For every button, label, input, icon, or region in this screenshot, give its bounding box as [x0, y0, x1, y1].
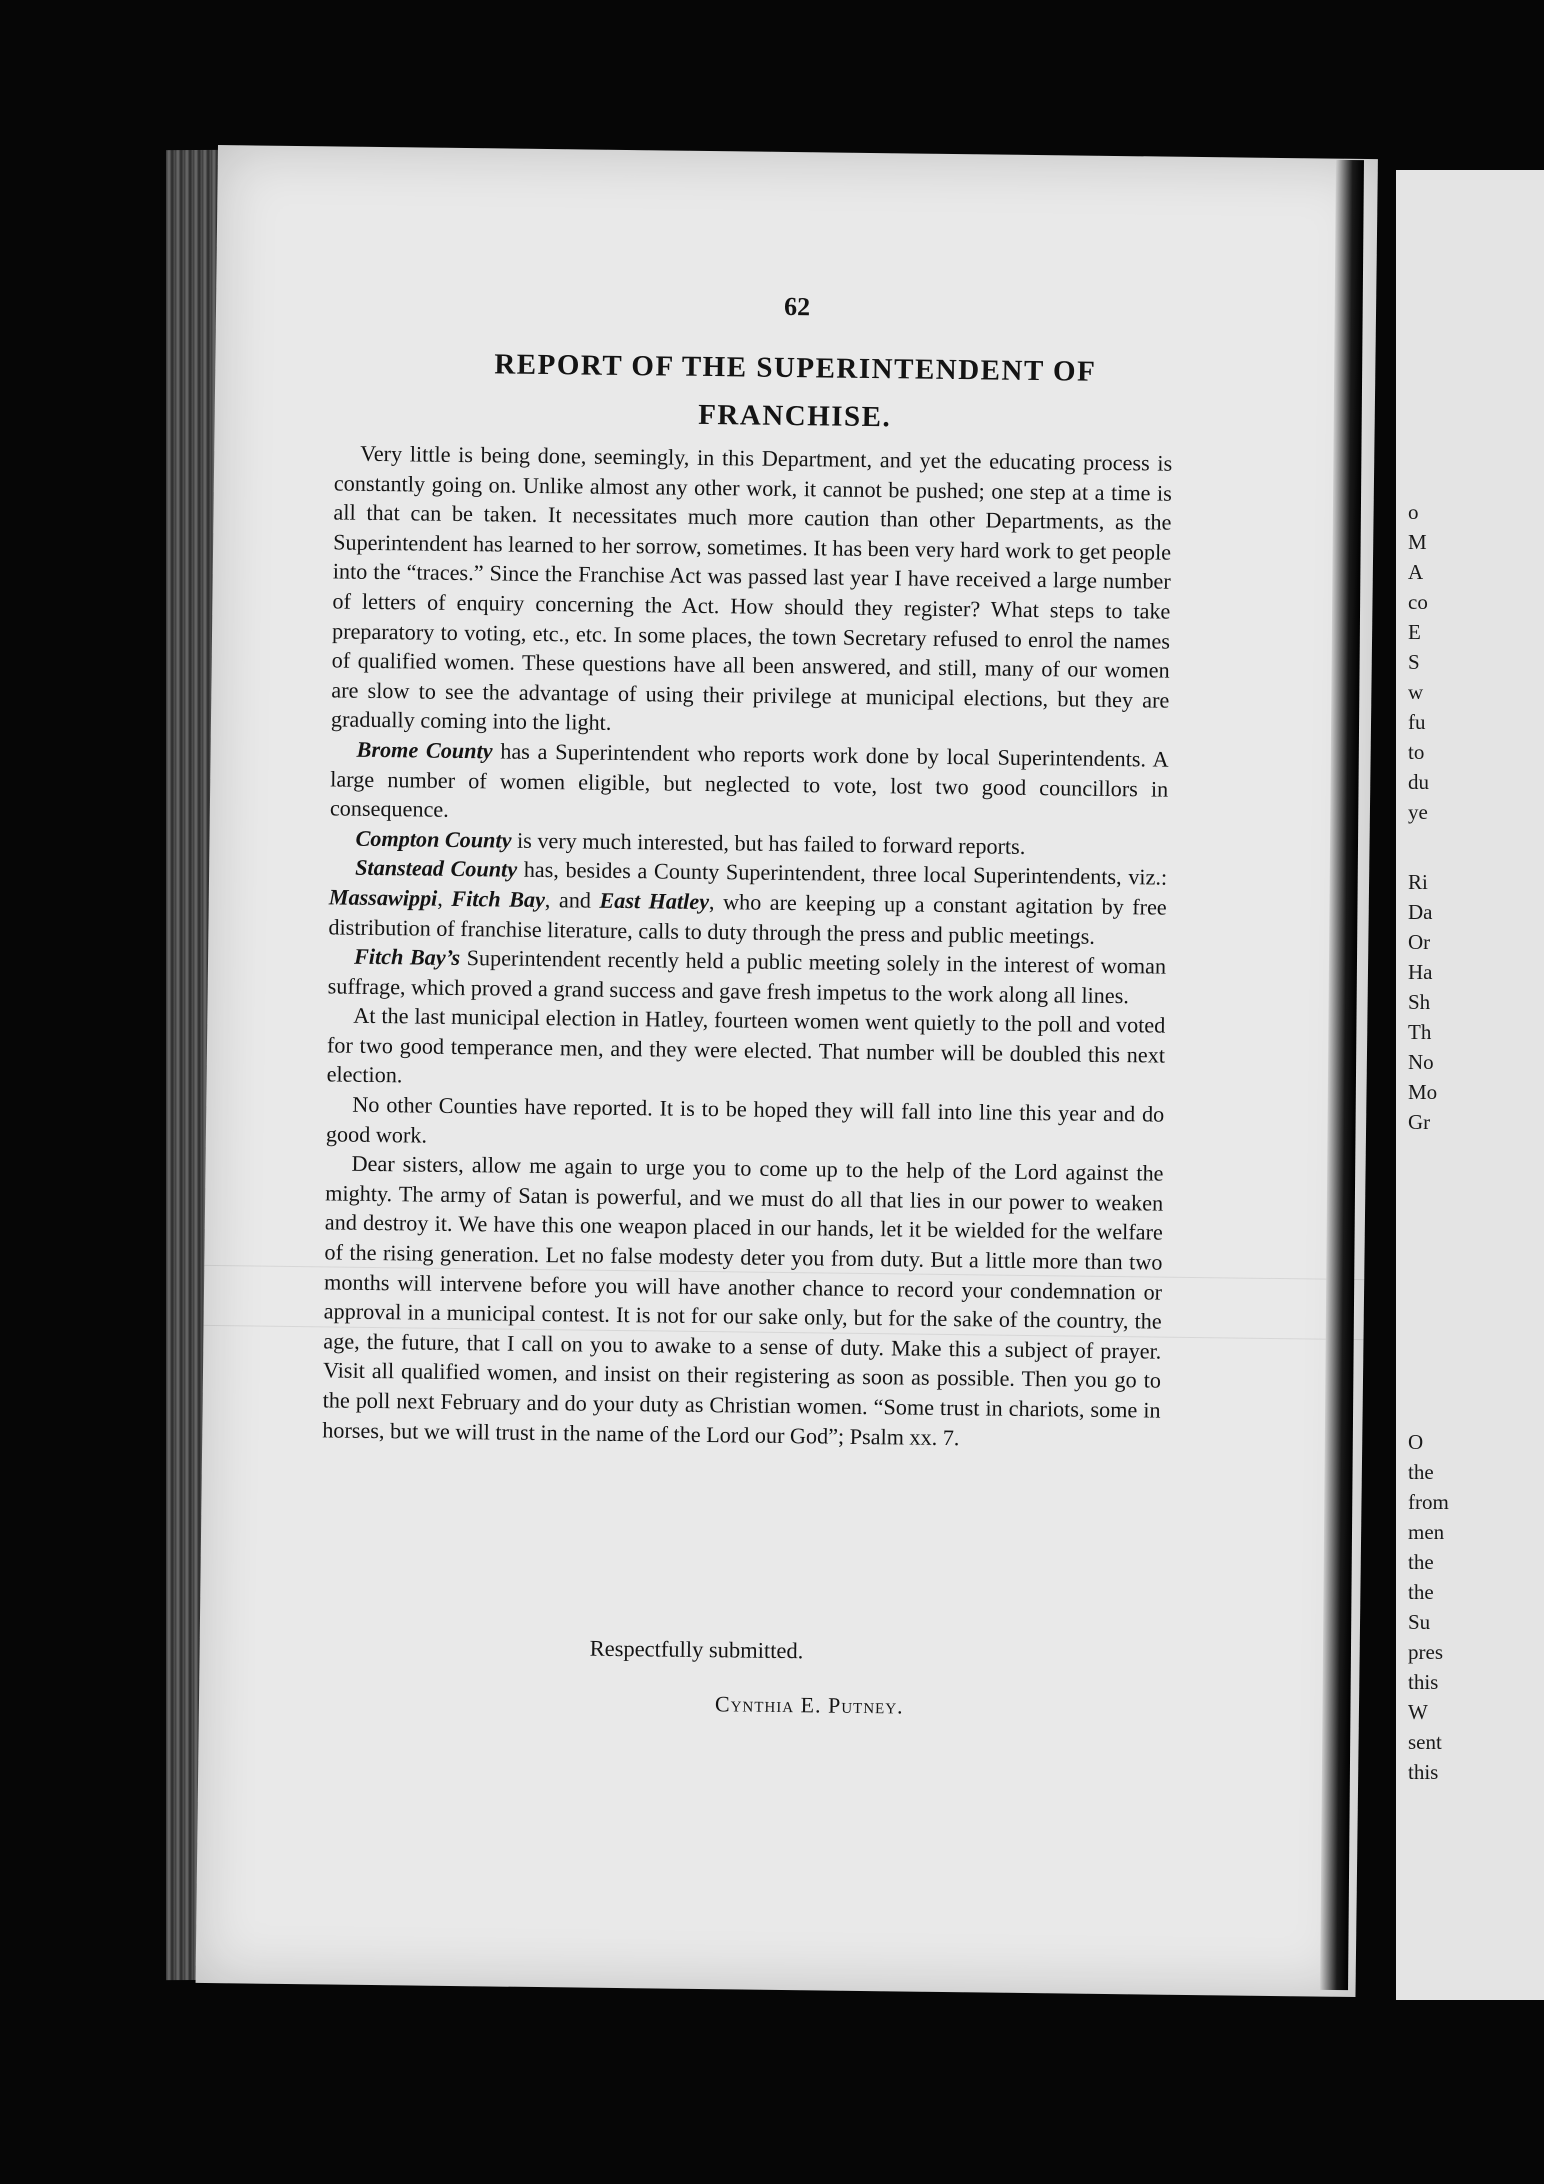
- paragraph-intro: [331, 438, 1173, 744]
- right-page-text-fragment: Or: [1408, 930, 1431, 954]
- place-name: Fitch Bay: [451, 885, 546, 912]
- right-page-text-fragment: W: [1408, 1700, 1428, 1724]
- paragraph-text: No other Counties have reported. It is to be hoped they will fall into line this year and do good work.: [325, 1091, 1165, 1148]
- paragraph-fitch-bay: [328, 942, 1167, 1011]
- paragraph-text: has a Superintendent who reports work done by local Superintendents. A large number of women eligible, but neglected to vote, lost two good councillors in consequence.: [329, 738, 1169, 822]
- report-title-line-2: FRANCHISE.: [698, 398, 892, 434]
- closing-line: Respectfully submitted.: [589, 1635, 804, 1664]
- right-page-text-fragment: Ha: [1408, 960, 1433, 984]
- paragraph-hatley: [326, 1001, 1165, 1100]
- right-page-text-fragment: w: [1408, 680, 1424, 704]
- right-page-text-fragment: du: [1408, 770, 1429, 794]
- right-page-text-fragment: fu: [1408, 710, 1426, 734]
- right-page-text-fragment: the: [1408, 1550, 1434, 1574]
- right-page-text-fragment: to: [1408, 740, 1425, 764]
- right-page-text-fragment: sent: [1408, 1730, 1442, 1754]
- place-name: Massawippi: [328, 884, 438, 911]
- paragraph-appeal: [322, 1149, 1164, 1455]
- paragraph-text: Superintendent recently held a public meeting solely in the interest of woman suffrage, which proved a grand success and gave fresh impetus to the work along all lines.: [327, 945, 1167, 1008]
- right-page-text-fragment: o: [1408, 500, 1419, 524]
- right-page-text-fragment: Gr: [1408, 1110, 1431, 1134]
- left-page: [196, 145, 1378, 1997]
- right-page-text-fragment: Mo: [1408, 1080, 1438, 1104]
- page-number: 62: [783, 291, 811, 322]
- county-name: Compton County: [355, 825, 512, 853]
- right-page-text-fragment: M: [1408, 530, 1427, 554]
- separator: , and: [544, 886, 600, 913]
- right-page-text-fragment: the: [1408, 1580, 1434, 1604]
- right-page-text-fragment: O: [1408, 1430, 1424, 1454]
- paragraph-text: , who are keeping up a constant agitation by free distribution of franchise literature, calls to duty through the press and public meetings.: [328, 888, 1167, 949]
- right-page-text-fragment: ye: [1408, 800, 1428, 824]
- right-page-fragment: [1396, 170, 1544, 2000]
- right-page-text-fragment: E: [1408, 620, 1421, 644]
- paragraph-text: At the last municipal election in Hatley, fourteen women went quietly to the poll and voted for two good temperance men, and they were elected. That number will be doubled this next election.: [326, 1003, 1166, 1088]
- right-page-text-fragment: the: [1408, 1460, 1434, 1484]
- paragraph-other-counties: [326, 1089, 1165, 1158]
- county-name: Stanstead County: [355, 855, 518, 883]
- paragraph-text: is very much interested, but has failed to forward reports.: [511, 827, 1026, 859]
- paragraph-brome: [330, 734, 1169, 833]
- paragraph-text: Very little is being done, seemingly, in this Department, and yet the educating process is constantly going on. Unlike almost any other work, it cannot be pushed; one step at a time is all that can be taken. It necessitates much more caution than other Departments, as the Superintendent has learned to her sorrow, sometimes. It has been very hard work to get people into the “traces.” Since the Franchise Act was passed last year I have received a large number of letters of enquiry concerning the Act. How should they register? What steps to take preparatory to voting, etc., etc. In some places, the town Secretary refused to enrol the names of qualified women. These questions have all been answered, and still, many of our women are slow to see the advantage of using their privilege at municipal elections, but they are gradually coming into the light.: [330, 440, 1173, 736]
- right-page-text-fragment: this: [1408, 1670, 1439, 1694]
- paragraph-text: has, besides a County Superintendent, three local Superintendents, viz.:: [517, 857, 1168, 890]
- right-page-text-fragment: co: [1408, 590, 1428, 614]
- right-page-text-fragment: Su: [1408, 1610, 1431, 1634]
- report-body: [322, 438, 1172, 1454]
- separator: ,: [437, 885, 452, 911]
- report-title-line-1: REPORT OF THE SUPERINTENDENT OF: [494, 348, 1097, 388]
- paragraph-stanstead: [328, 853, 1167, 952]
- right-page-text-fragment: men: [1408, 1520, 1445, 1544]
- signature: Cynthia E. Putney.: [714, 1691, 904, 1719]
- right-page-text-fragment: No: [1408, 1050, 1434, 1074]
- right-page-text-fragment: Da: [1408, 900, 1433, 924]
- place-name: Fitch Bay’s: [353, 943, 461, 971]
- place-name: East Hatley: [599, 887, 710, 914]
- right-page-text-fragment: Th: [1408, 1020, 1432, 1044]
- county-name: Brome County: [356, 736, 493, 764]
- right-page-text-fragment: S: [1408, 650, 1420, 674]
- right-page-text-fragment: from: [1408, 1490, 1449, 1514]
- right-page-text-fragment: A: [1408, 560, 1424, 584]
- right-page-text-fragment: pres: [1408, 1640, 1443, 1664]
- paragraph-text: Dear sisters, allow me again to urge you to come up to the help of the Lord against the mighty. The army of Satan is powerful, and we must do all that lies in our power to weaken and destroy it. We have this one weapon placed in our hands, let it be wielded for the welfare of the rising generation. Let no false modesty deter you from duty. But a little more than two months will intervene before you will have another chance to record your condemnation or approval in a municipal contest. It is not for our sake only, but for the sake of the country, the age, the future, that I call on you to awake to a sense of duty. Make this a subject of prayer. Visit all qualified women, and insist on their registering as soon as possible. Then you go to the poll next February and do your duty as Christian women. “Some trust in chariots, some in horses, but we will trust in the name of the Lord our God”; Psalm xx. 7.: [322, 1150, 1164, 1450]
- right-page-text-fragment: this: [1408, 1760, 1439, 1784]
- right-page-text-fragment: Sh: [1408, 990, 1431, 1014]
- right-page-text-fragment: Ri: [1408, 870, 1428, 894]
